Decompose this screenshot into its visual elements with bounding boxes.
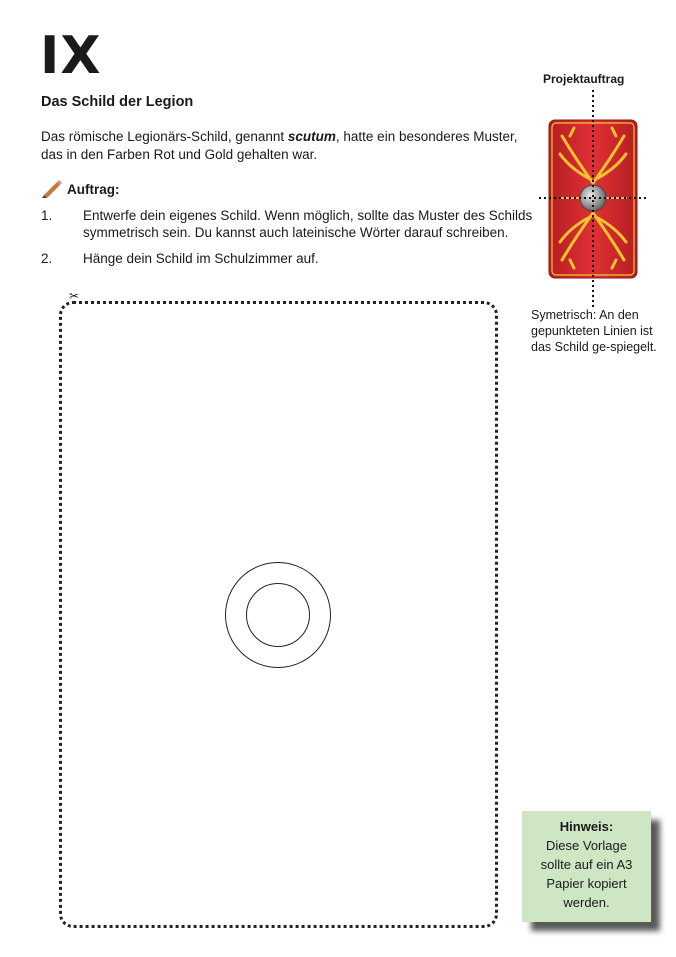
list-item-number: 2. [41, 251, 53, 266]
intro-after: , hatte ein besonderes Muster, das in den Farben Rot und Gold gehalten war. [41, 129, 518, 162]
chapter-number: IX [40, 26, 102, 86]
hint-box [522, 811, 651, 922]
project-label: Projektauftrag [543, 72, 625, 86]
pencil-icon [41, 180, 63, 198]
task-heading [41, 180, 120, 198]
list-item [41, 207, 536, 241]
list-item [41, 250, 536, 267]
shield-photo [530, 88, 660, 313]
shield-boss-inner-circle [246, 583, 310, 647]
symmetry-note: Symetrisch: An den gepunkteten Linien ist das Schild ge-spiegelt. [531, 308, 657, 354]
list-item-text: Entwerfe dein eigenes Schild. Wenn möglich, sollte das Muster des Schilds symmetrisch sein. Du kannst auch lateinische Wörter darauf schreiben. [83, 208, 533, 240]
page-title: Das Schild der Legion [41, 94, 194, 110]
scissors-icon: ✂ [69, 289, 80, 303]
hint-title: Hinweis: [559, 819, 614, 834]
list-item-number: 1. [41, 208, 53, 223]
task-list [41, 207, 536, 276]
intro-term: scutum [287, 129, 336, 144]
list-item-text: Hänge dein Schild im Schulzimmer auf. [83, 251, 319, 266]
intro-paragraph [41, 128, 531, 164]
task-heading-label: Auftrag: [67, 181, 120, 197]
intro-before: Das römische Legionärs-Schild, genannt [41, 129, 288, 144]
hint-text: Diese Vorlage sollte auf ein A3 Papier kopiert werden. [540, 838, 633, 910]
